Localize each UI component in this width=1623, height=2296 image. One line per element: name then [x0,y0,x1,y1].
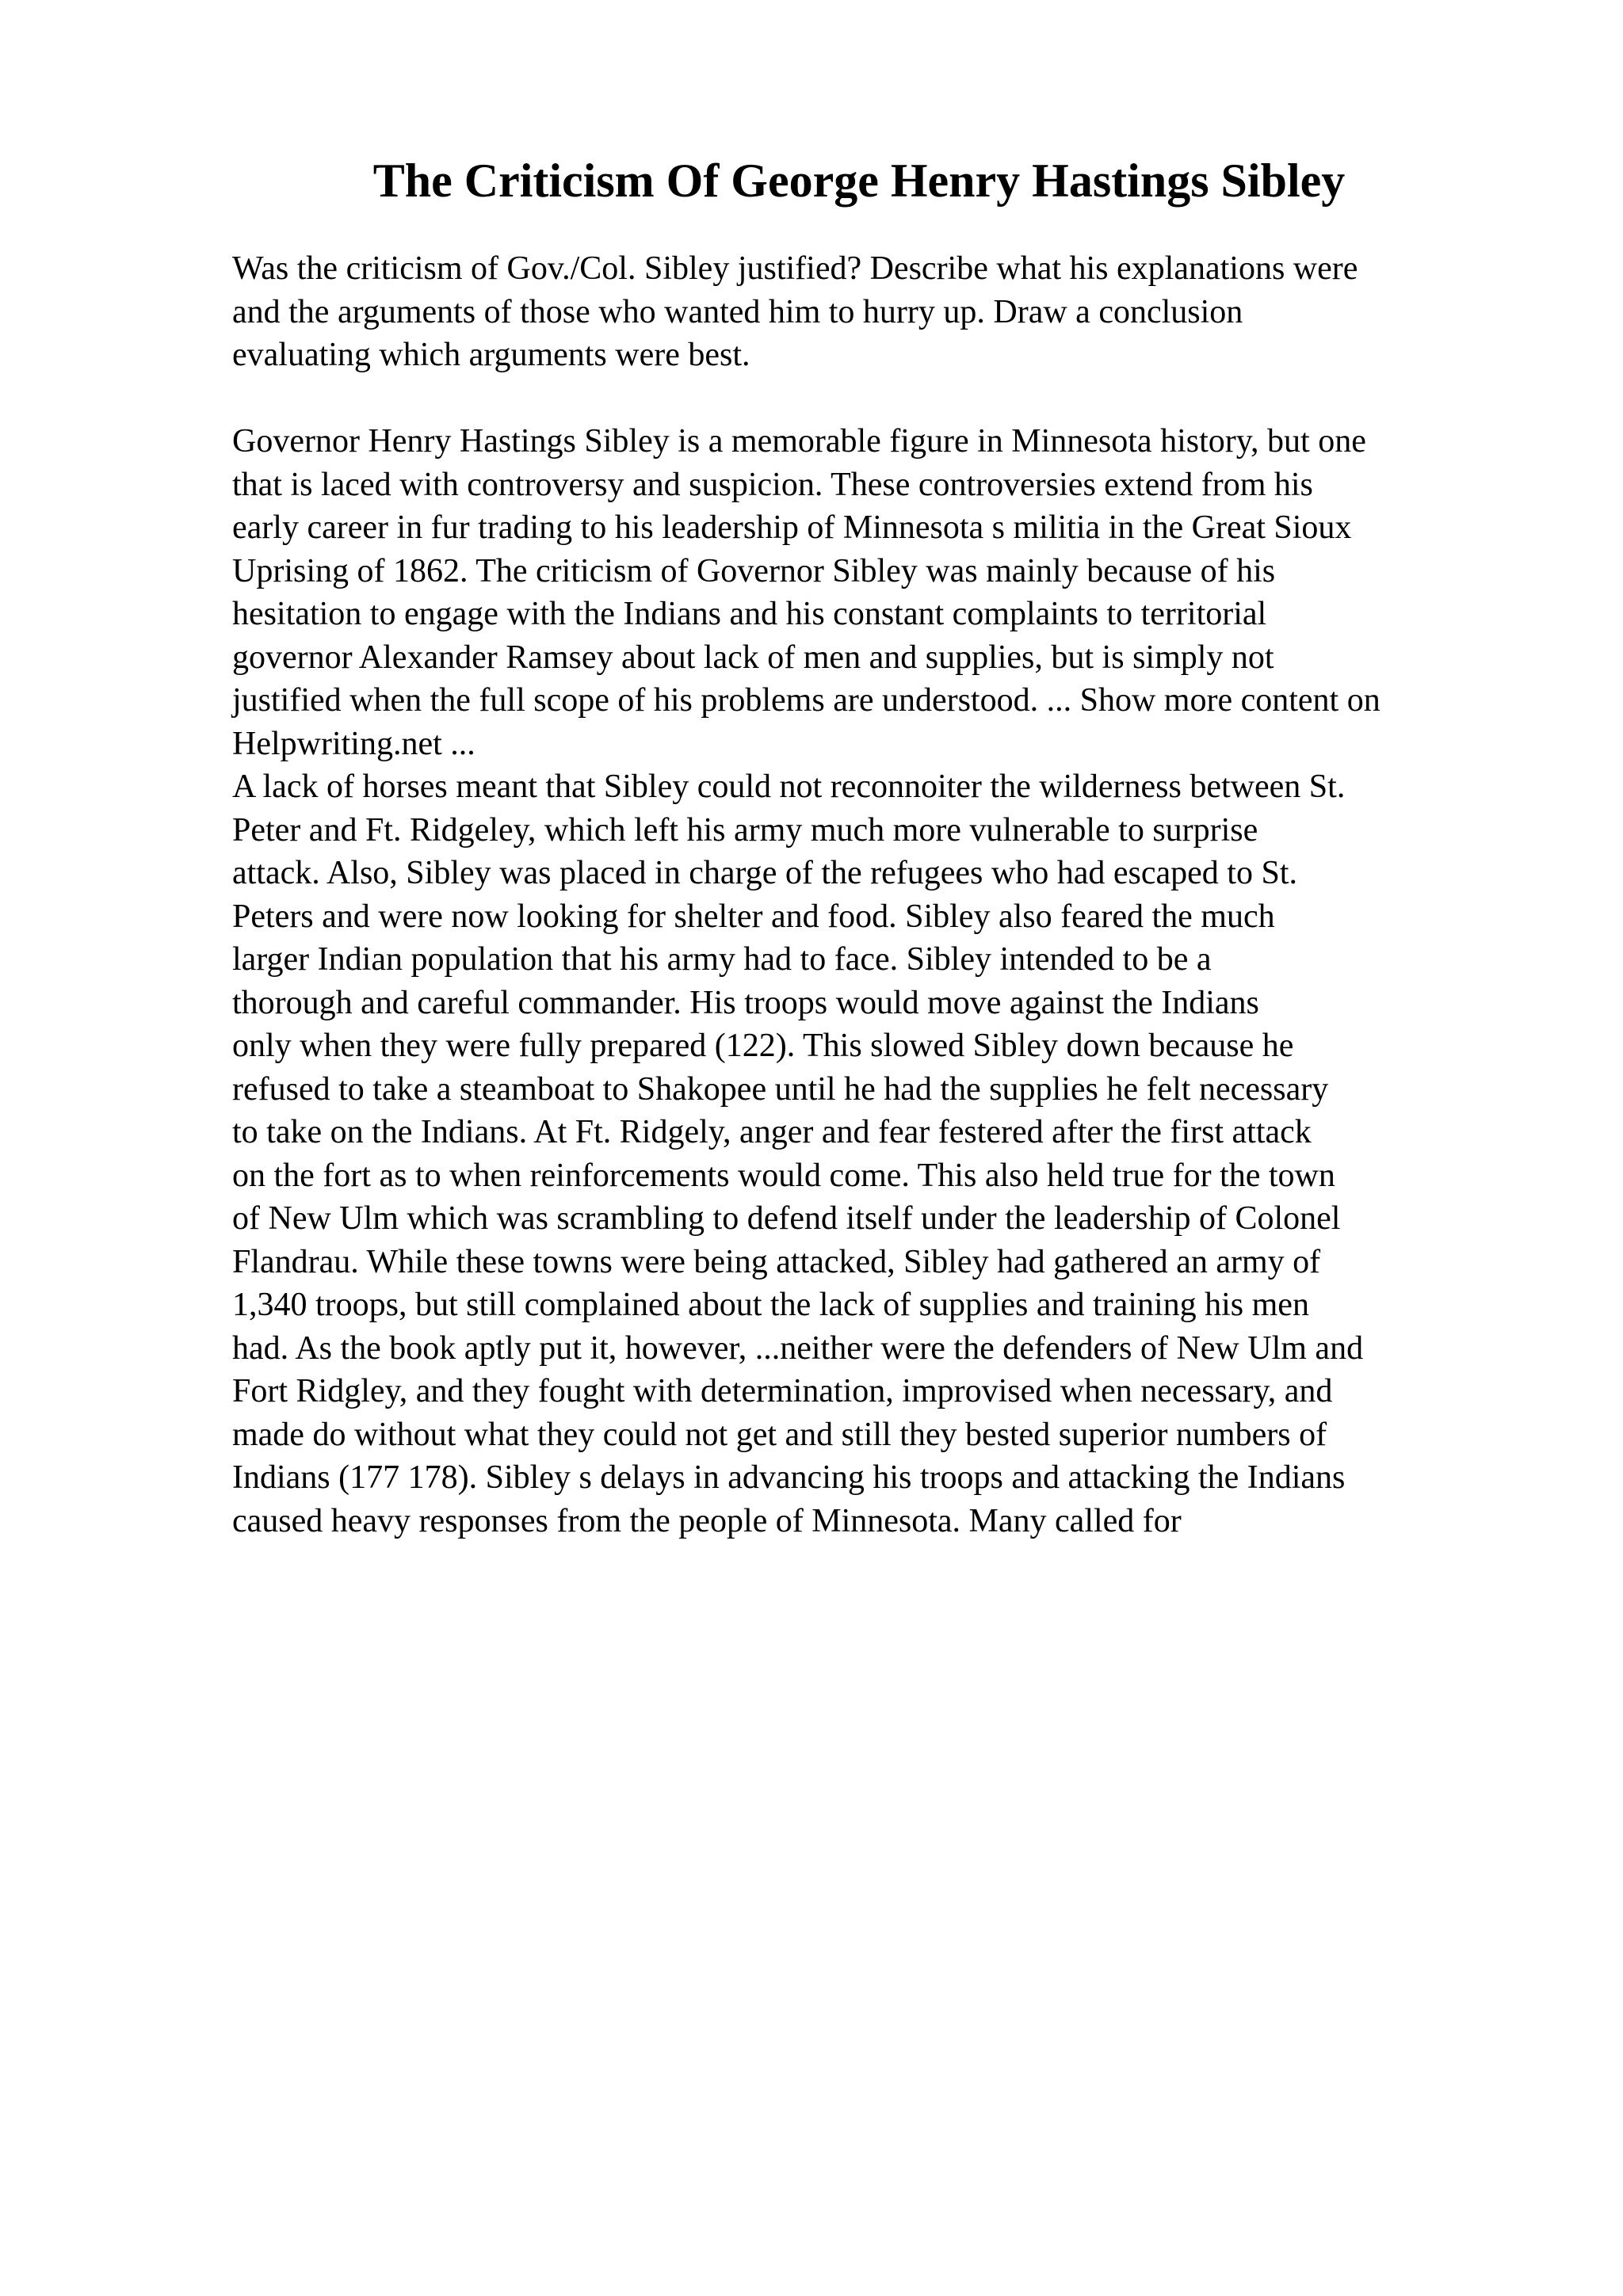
paragraph-line: Uprising of 1862. The criticism of Governor Sibley was mainly because of his [232,552,1276,589]
paragraph-line: Helpwriting.net ... [232,725,475,762]
paragraph-line: A lack of horses meant that Sibley could not reconnoiter the wilderness between St. [232,769,1346,805]
document-title: The Criticism Of George Henry Hastings Sibley [372,154,1346,207]
paragraph-line: that is laced with controversy and suspicion. These controversies extend from his [232,466,1313,503]
paragraph-line: Peters and were now looking for shelter and food. Sibley also feared the much [232,898,1275,935]
paragraph-line: justified when the full scope of his problems are understood. ... Show more content on [232,682,1381,719]
paragraph-line: Peter and Ft. Ridgeley, which left his army much more vulnerable to surprise [232,811,1258,849]
paragraph-line: of New Ulm which was scrambling to defend itself under the leadership of Colonel [232,1200,1341,1237]
paragraph-line: and the arguments of those who wanted him to hurry up. Draw a conclusion [232,293,1243,330]
paragraph-line: to take on the Indians. At Ft. Ridgely, anger and fear festered after the first attack [232,1114,1312,1150]
paragraph-line: attack. Also, Sibley was placed in charge of the refugees who had escaped to St. [232,855,1297,891]
paragraph-line: 1,340 troops, but still complained about the lack of supplies and training his men [232,1287,1309,1323]
paragraph-line: made do without what they could not get and still they bested superior numbers of [232,1416,1327,1453]
paragraph-line: Fort Ridgley, and they fought with determination, improvised when necessary, and [232,1373,1333,1409]
paragraph-line: evaluating which arguments were best. [232,337,750,373]
paragraph-line: hesitation to engage with the Indians and his constant complaints to territorial [232,596,1267,632]
essay-prompt-paragraph [232,247,1571,377]
paragraph-line: governor Alexander Ramsey about lack of men and supplies, but is simply not [232,639,1274,676]
paragraph-line: had. As the book aptly put it, however, ...neither were the defenders of New Ulm and [232,1329,1364,1367]
paragraph-line: refused to take a steamboat to Shakopee until he had the supplies he felt necessary [232,1070,1329,1108]
paragraph-line: on the fort as to when reinforcements would come. This also held true for the town [232,1157,1335,1194]
paragraph-line: only when they were fully prepared (122). This slowed Sibley down because he [232,1028,1294,1064]
paragraph-line: Flandrau. While these towns were being attacked, Sibley had gathered an army of [232,1243,1321,1280]
paragraph-line: Indians (177 178). Sibley s delays in advancing his troops and attacking the Indians [232,1459,1346,1496]
intro-paragraph [232,420,1571,765]
paragraph-line: early career in fur trading to his leadership of Minnesota s militia in the Great Sioux [232,509,1352,546]
body-paragraph [232,765,1571,1543]
paragraph-line: larger Indian population that his army had to face. Sibley intended to be a [232,941,1212,978]
paragraph-line: thorough and careful commander. His troops would move against the Indians [232,984,1259,1021]
paragraph-line: Was the criticism of Gov./Col. Sibley justified? Describe what his explanations were [232,250,1358,287]
paragraph-line: Governor Henry Hastings Sibley is a memorable figure in Minnesota history, but one [232,423,1366,460]
paragraph-line: caused heavy responses from the people of Minnesota. Many called for [232,1502,1182,1539]
